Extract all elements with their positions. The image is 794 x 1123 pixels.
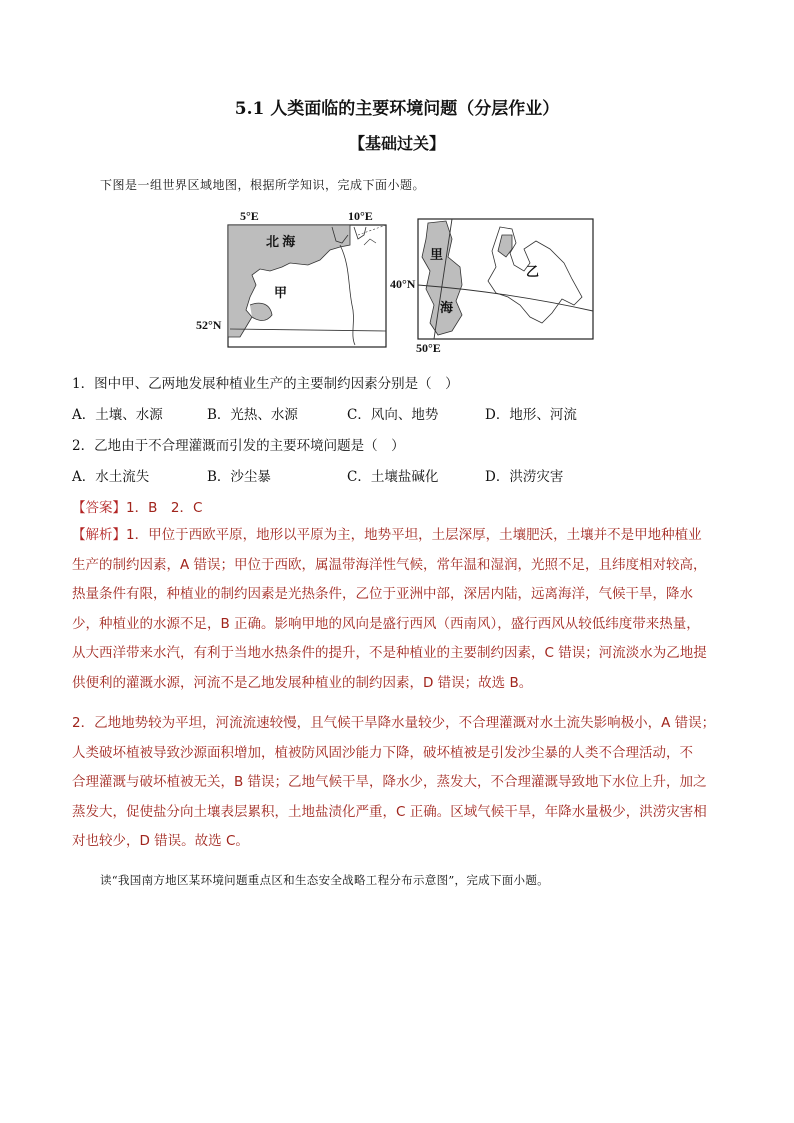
option: C．土壤盐碱化 xyxy=(347,469,439,485)
analysis-line: 少，种植业的水源不足，B 正确。影响甲地的风向是盛行西风（西南风），盛行西风从较低纬度带来热量， xyxy=(72,615,700,632)
map-label-north-sea: 北 海 xyxy=(266,234,296,249)
option: B．沙尘暴 xyxy=(207,469,271,485)
analysis-line: 1．甲位于西欧平原，地形以平原为主，地势平坦，土层深厚，土壤肥沃，土壤并不是甲地种植业 xyxy=(126,527,702,543)
map-label-40n: 40°N xyxy=(390,277,416,291)
analysis-line: 2．乙地地势较为平坦，河流流速较慢，且气候干旱降水量较少，不合理灌溉对水土流失影响极小，A 错误； xyxy=(72,715,716,731)
map-label-yi: 乙 xyxy=(526,264,540,279)
map-label-5e: 5°E xyxy=(240,209,259,223)
section-heading: 【基础过关】 xyxy=(348,134,445,153)
map-label-52n: 52°N xyxy=(196,318,222,332)
question-1-options xyxy=(72,403,732,423)
map-label-caspian-top: 里 xyxy=(430,247,444,262)
left-map xyxy=(228,225,386,347)
analysis-line: 供便利的灌溉水源，河流不是乙地发展种植业的制约因素，D 错误；故选 B。 xyxy=(72,674,533,691)
option: D．洪涝灾害 xyxy=(485,469,564,485)
map-label-jia: 甲 xyxy=(274,285,288,300)
analysis-line: 对也较少，D 错误。故选 C。 xyxy=(72,833,249,849)
page-title: 5.1 人类面临的主要环境问题（分层作业） xyxy=(234,99,560,119)
analysis-line: 人类破坏植被导致沙源面积增加，植被防风固沙能力下降，破坏植被是引发沙尘暴的人类不合理活动，不 xyxy=(72,744,693,761)
option: A．水土流失 xyxy=(72,469,150,485)
intro-text: 下图是一组世界区域地图，根据所学知识，完成下面小题。 xyxy=(100,178,426,192)
right-map xyxy=(418,219,593,339)
answer-tag: 【答案】 xyxy=(72,500,126,516)
analysis-line: 合理灌溉与破坏植被无关，B 错误；乙地气候干旱，降水少，蒸发大，不合理灌溉导致地下水位上升，加之 xyxy=(72,774,707,790)
map-label-caspian-bottom: 海 xyxy=(440,300,454,315)
map-label-50e: 50°E xyxy=(416,341,441,355)
map-label-10e: 10°E xyxy=(348,209,373,223)
analysis-paragraph-1 xyxy=(72,521,732,698)
option: C．风向、地势 xyxy=(347,407,439,423)
question-2-stem: 2．乙地由于不合理灌溉而引发的主要环境问题是（ ） xyxy=(72,438,405,454)
answer-text: 1．B 2．C xyxy=(126,500,203,516)
answer-line xyxy=(72,496,202,516)
analysis-line: 从大西洋带来水汽，有利于当地水热条件的提升，不是种植业的主要制约因素，C 错误；河流淡水为乙地提 xyxy=(72,645,707,661)
analysis-line: 蒸发大，促使盐分向土壤表层累积，土地盐渍化严重，C 正确。区域气候干旱，年降水量极少，洪涝灾害相 xyxy=(72,803,707,820)
next-intro-text: 读“我国南方地区某环境问题重点区和生态安全战略工程分布示意图”，完成下面小题。 xyxy=(100,873,549,887)
option: A．土壤、水源 xyxy=(72,407,163,423)
option: B．光热、水源 xyxy=(207,407,298,423)
analysis-line: 热量条件有限，种植业的制约因素是光热条件，乙位于亚洲中部，深居内陆，远离海洋，气候干旱，降水 xyxy=(72,586,693,602)
question-1-stem: 1．图中甲、乙两地发展种植业生产的主要制约因素分别是（ ） xyxy=(72,376,459,392)
analysis-line: 生产的制约因素，A 错误；甲位于西欧，属温带海洋性气候，常年温和湿润，光照不足，且纬度相对较高， xyxy=(72,556,707,573)
question-2-options xyxy=(72,465,732,485)
option: D．地形、河流 xyxy=(485,407,577,423)
analysis-paragraph-2 xyxy=(72,709,732,857)
analysis-tag: 【解析】 xyxy=(72,527,126,543)
